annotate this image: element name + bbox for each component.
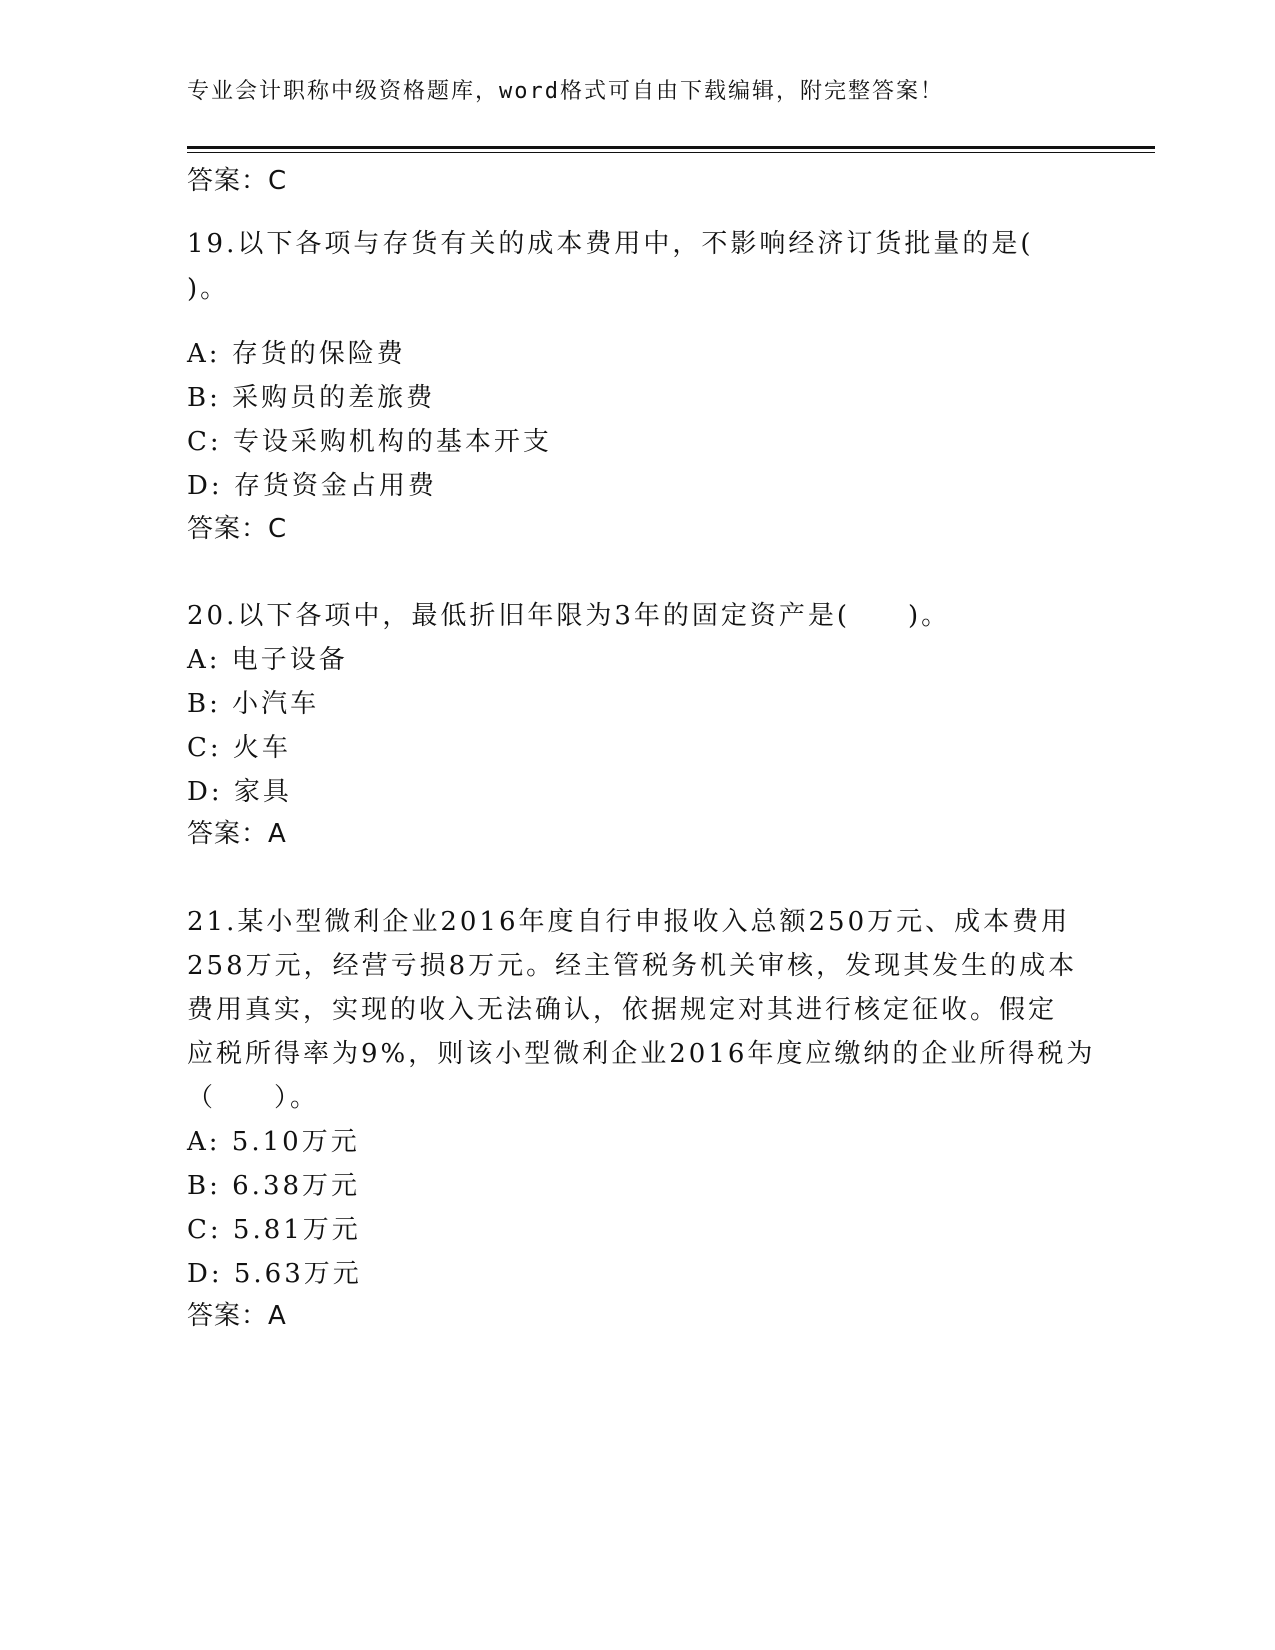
option-c: C: 火车 xyxy=(187,733,291,763)
answer-label: 答案： xyxy=(187,1301,269,1331)
page-header: 专业会计职称中级资格题库，word格式可自由下载编辑，附完整答案！ xyxy=(187,79,944,104)
question-stem-line: 19.以下各项与存货有关的成本费用中，不影响经济订货批量的是( xyxy=(187,229,1034,259)
previous-answer xyxy=(187,160,286,197)
option-d: D: 5.63万元 xyxy=(187,1259,362,1289)
answer-value: A xyxy=(268,1301,286,1331)
option-a: A: 电子设备 xyxy=(187,645,348,675)
header-rule-thick xyxy=(187,146,1155,149)
question-stem-line: 258万元，经营亏损8万元。经主管税务机关审核，发现其发生的成本 xyxy=(187,951,1078,981)
answer xyxy=(187,813,286,850)
question-stem-line: )。 xyxy=(187,274,230,304)
option-b: B: 小汽车 xyxy=(187,689,320,719)
question-stem-line: 20.以下各项中，最低折旧年限为3年的固定资产是( )。 xyxy=(187,601,951,631)
option-b: B: 6.38万元 xyxy=(187,1171,361,1201)
option-d: D: 存货资金占用费 xyxy=(187,471,437,501)
answer-label: 答案： xyxy=(187,819,269,849)
answer-label: 答案： xyxy=(187,166,269,196)
question-stem-line: 费用真实，实现的收入无法确认，依据规定对其进行核定征收。假定 xyxy=(187,995,1058,1025)
option-a: A: 存货的保险费 xyxy=(187,339,406,369)
answer xyxy=(187,1295,286,1332)
option-c: C: 专设采购机构的基本开支 xyxy=(187,427,552,457)
header-rule-thin xyxy=(187,152,1155,153)
answer-label: 答案： xyxy=(187,514,269,544)
option-b: B: 采购员的差旅费 xyxy=(187,383,436,413)
answer-value: C xyxy=(268,514,287,544)
option-a: A: 5.10万元 xyxy=(187,1127,360,1157)
answer xyxy=(187,508,286,545)
option-c: C: 5.81万元 xyxy=(187,1215,361,1245)
answer-value: C xyxy=(268,166,287,196)
answer-value: A xyxy=(268,819,286,849)
question-stem-line: 应税所得率为9%，则该小型微利企业2016年度应缴纳的企业所得税为 xyxy=(187,1039,1096,1069)
option-d: D: 家具 xyxy=(187,777,292,807)
question-stem-line: 21.某小型微利企业2016年度自行申报收入总额250万元、成本费用 xyxy=(187,907,1071,937)
question-stem-line: （ ）。 xyxy=(187,1083,320,1113)
